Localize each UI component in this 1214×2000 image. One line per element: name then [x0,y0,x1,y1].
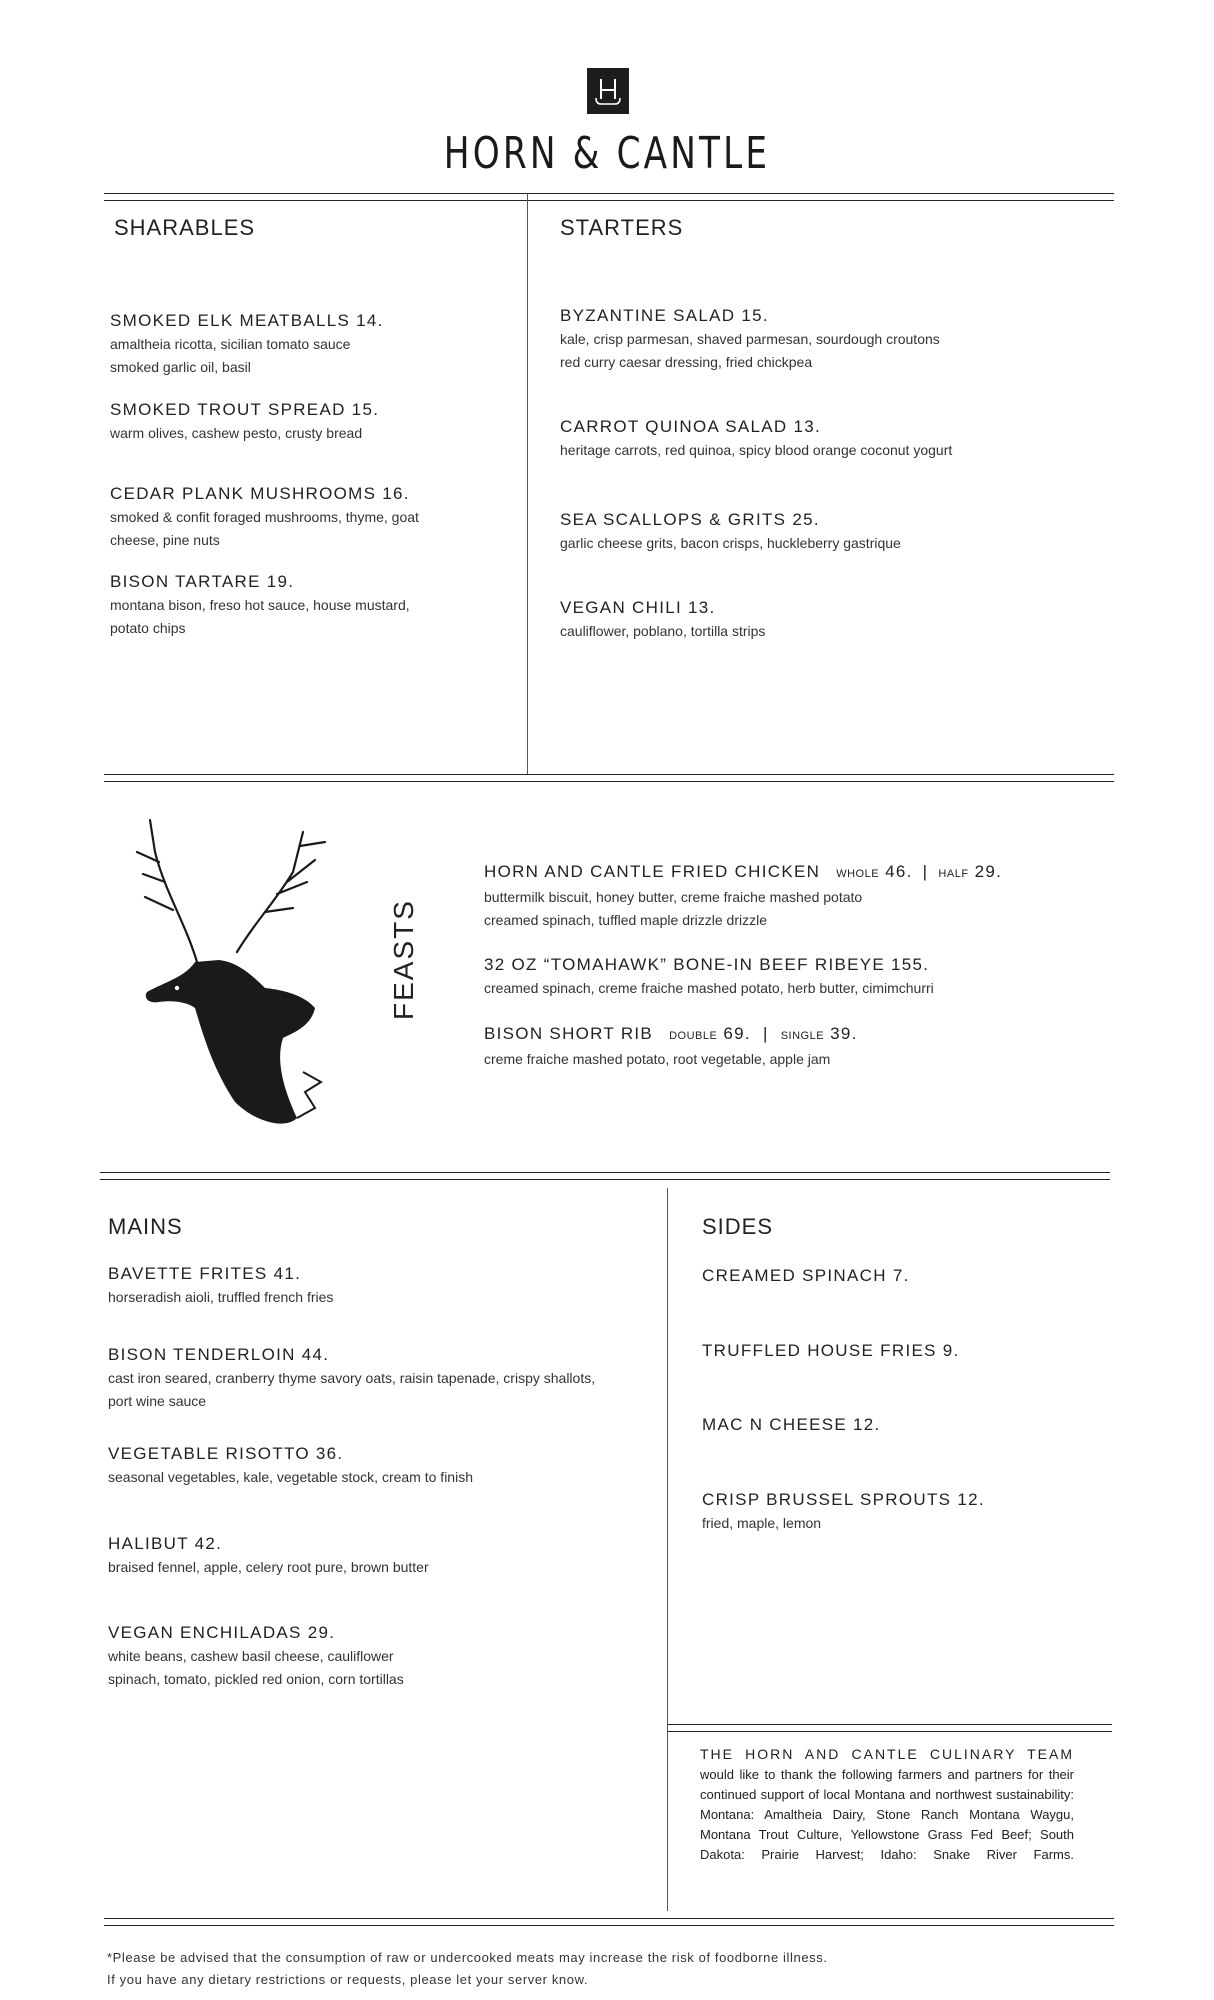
item-name-text: HORN AND CANTLE FRIED CHICKEN [484,862,821,881]
item-desc: spinach, tomato, pickled red onion, corn tortillas [108,1671,404,1687]
divider [104,193,1114,194]
portion-separator: | [762,1024,769,1043]
section-title-sharables: SHARABLES [114,215,256,240]
menu-item [108,1442,648,1489]
menu-item [702,1413,1142,1437]
item-desc: smoked & confit foraged mushrooms, thyme, goat [110,509,419,525]
portion-price: 46. [885,862,913,881]
divider [668,1731,1112,1732]
item-name: VEGETABLE RISOTTO 36. [108,1444,344,1463]
item-desc: horseradish aioli, truffled french fries [108,1289,334,1305]
item-desc: potato chips [110,620,186,636]
section-title-starters: STARTERS [560,215,684,240]
item-name: TRUFFLED HOUSE FRIES 9. [702,1341,960,1360]
menu-item [108,1343,648,1413]
note-body: would like to thank the following farmers and partners for their continued support of local Montana and northwest sustainability: Montana: Amaltheia Dairy, Stone Ranch Montana Waygu, Montana Trout Culture, Yellowstone Grass Fed Beef; South Dakota: Prairie Harvest; Idaho: Snake River Farms. [700,1767,1074,1862]
portion-label: WHOLE [836,868,880,880]
item-name: SMOKED ELK MEATBALLS 14. [110,311,384,330]
item-desc: fried, maple, lemon [702,1515,822,1531]
note-title: THE HORN AND CANTLE CULINARY TEAM [700,1746,1074,1762]
item-desc: garlic cheese grits, bacon crisps, huckleberry gastrique [560,535,901,551]
divider [668,1724,1112,1725]
brand-title: HORN & CANTLE [443,128,771,179]
menu-item [110,398,550,445]
item-desc: red curry caesar dressing, fried chickpea [560,354,813,370]
item-desc: smoked garlic oil, basil [110,359,251,375]
item-desc: buttermilk biscuit, honey butter, creme fraiche mashed potato [484,889,863,905]
item-desc: cheese, pine nuts [110,532,220,548]
elk-illustration [125,812,365,1132]
elk-head-icon [125,812,365,1132]
item-name: SMOKED TROUT SPREAD 15. [110,400,380,419]
item-name: HALIBUT 42. [108,1534,223,1553]
item-name: CEDAR PLANK MUSHROOMS 16. [110,484,410,503]
column-divider [667,1188,668,1911]
item-desc: cast iron seared, cranberry thyme savory oats, raisin tapenade, crispy shallots, [108,1370,596,1386]
item-desc: white beans, cashew basil cheese, cauliflower [108,1648,394,1664]
menu-item [702,1339,1142,1363]
menu-item [560,508,1080,555]
portion-price: 29. [974,862,1003,881]
portion-label: SINGLE [780,1030,825,1042]
item-name [484,860,1104,886]
item-name [484,1022,1104,1048]
item-desc: creamed spinach, tuffled maple drizzle drizzle [484,912,767,928]
menu-item [560,415,1080,462]
portion-price: 39. [830,1024,858,1043]
menu-item [702,1488,1142,1535]
item-name: BISON TENDERLOIN 44. [108,1345,330,1364]
portion-separator: | [922,862,929,881]
divider [100,1179,1110,1180]
item-name: BYZANTINE SALAD 15. [560,306,769,325]
item-name-text: BISON SHORT RIB [484,1024,654,1043]
item-desc: cauliflower, poblano, tortilla strips [560,623,766,639]
menu-item [108,1621,648,1691]
item-name: SEA SCALLOPS & GRITS 25. [560,510,820,529]
item-name: 32 OZ “TOMAHAWK” BONE-IN BEEF RIBEYE 155. [484,955,930,974]
section-title-feasts: FEASTS [388,899,419,1020]
menu-item [110,309,550,379]
item-name: VEGAN ENCHILADAS 29. [108,1623,336,1642]
menu-item [560,304,1080,374]
section-title-sides: SIDES [702,1214,774,1239]
divider [100,1172,1110,1173]
item-desc: braised fennel, apple, celery root pure, brown butter [108,1559,429,1575]
portion-label: HALF [938,868,969,880]
item-desc: creamed spinach, creme fraiche mashed potato, herb butter, cimimchurri [484,980,934,996]
item-desc: seasonal vegetables, kale, vegetable stock, cream to finish [108,1469,473,1485]
divider [104,781,1114,782]
logo-h-icon [587,68,629,114]
item-name: MAC N CHEESE 12. [702,1415,881,1434]
item-name: CARROT QUINOA SALAD 13. [560,417,822,436]
item-name: BAVETTE FRITES 41. [108,1264,302,1283]
logo-mark [587,68,629,114]
item-desc: creme fraiche mashed potato, root vegetable, apple jam [484,1051,831,1067]
menu-item [110,482,550,552]
menu-item [484,860,1104,932]
item-desc: montana bison, freso hot sauce, house mustard, [110,597,410,613]
menu-item [108,1532,648,1579]
item-name: BISON TARTARE 19. [110,572,295,591]
menu-item [702,1264,1142,1288]
menu-item [560,596,1080,643]
divider [104,200,1114,201]
footer-dietary-note: If you have any dietary restrictions or requests, please let your server know. [107,1972,589,1987]
item-name: CREAMED SPINACH 7. [702,1266,910,1285]
item-name: VEGAN CHILI 13. [560,598,716,617]
menu-item [484,953,1104,1000]
item-desc: port wine sauce [108,1393,207,1409]
item-name: CRISP BRUSSEL SPROUTS 12. [702,1490,985,1509]
menu-item [110,570,550,640]
item-desc: warm olives, cashew pesto, crusty bread [110,425,363,441]
menu-item [484,1022,1104,1071]
portion-label: DOUBLE [669,1030,718,1042]
item-desc: heritage carrots, red quinoa, spicy blood orange coconut yogurt [560,442,953,458]
divider [104,774,1114,775]
section-title-mains: MAINS [108,1214,183,1239]
menu-item [108,1262,648,1309]
divider [104,1925,1114,1926]
item-desc: amaltheia ricotta, sicilian tomato sauce [110,336,351,352]
culinary-team-note [700,1744,1074,1865]
item-desc: kale, crisp parmesan, shaved parmesan, sourdough croutons [560,331,940,347]
divider [104,1918,1114,1919]
footer-advisory: *Please be advised that the consumption of raw or undercooked meats may increase the risk of foodborne illness. [107,1950,828,1965]
portion-price: 69. [723,1024,751,1043]
